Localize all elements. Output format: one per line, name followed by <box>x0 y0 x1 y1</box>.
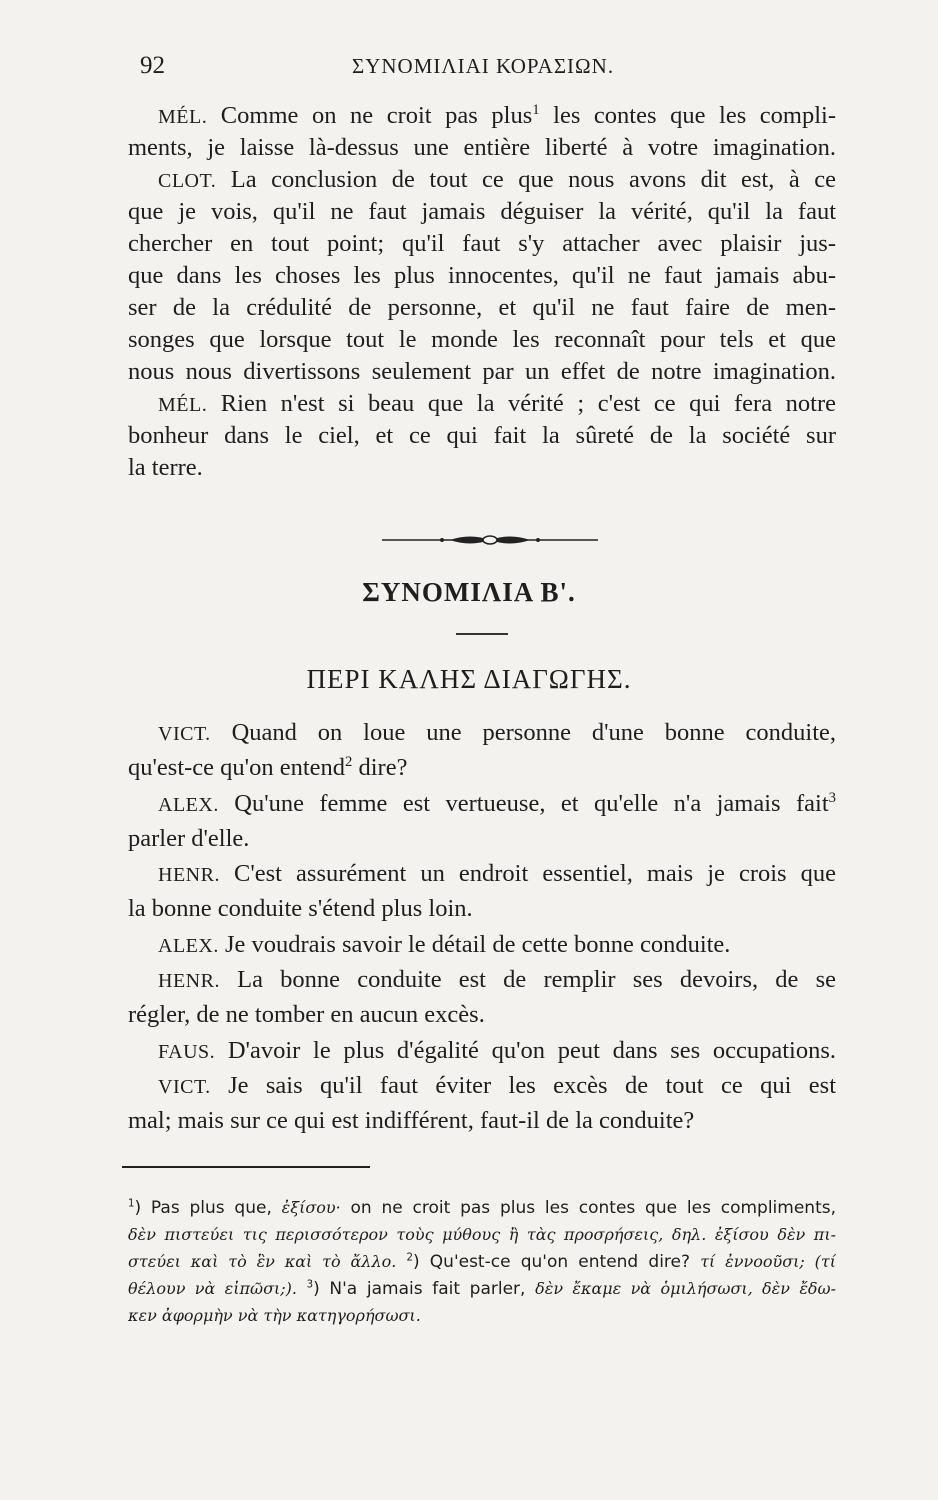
speaker-label: MÉL. <box>158 106 208 128</box>
page-number: 92 <box>140 52 165 79</box>
speaker-label: MÉL. <box>158 394 208 416</box>
text-line: chercher en tout point; qu'il faut s'y attacher avec plaisir jus- <box>128 230 836 257</box>
speaker-label: HENR. <box>158 864 220 887</box>
speaker-label: FAUS. <box>158 1040 216 1063</box>
text-line: la bonne conduite s'étend plus loin. <box>128 895 473 923</box>
speaker-label: ALEX. <box>158 793 219 816</box>
text-line: VICT. Je sais qu'il faut éviter les excès de tout ce qui est <box>158 1071 836 1099</box>
footnote-marker: 1 <box>532 101 540 118</box>
text-line: VICT. Quand on loue une personne d'une bonne conduite, <box>158 719 836 746</box>
text-line: ALEX. Je voudrais savoir le détail de cette bonne conduite. <box>158 930 731 958</box>
text-line: nous nous divertissons seulement par un effet de notre imagination. <box>128 358 836 385</box>
footnote-marker: 2 <box>406 1252 413 1264</box>
text-line: HENR. C'est assurément un endroit essentiel, mais je crois que <box>158 860 836 888</box>
text-line: parler d'elle. <box>128 824 250 852</box>
text-line: que dans les choses les plus innocentes, qu'il ne faut jamais abu- <box>128 262 836 289</box>
footnote-marker: 2 <box>345 754 353 771</box>
speaker-label: ALEX. <box>158 934 219 957</box>
footnote-line: κεν ἀφορμὴν νὰ τὴν κατηγορήσωσι. <box>128 1306 421 1325</box>
text-line: mal; mais sur ce qui est indifférent, faut-il de la conduite? <box>128 1107 695 1135</box>
text-line: HENR. La bonne conduite est de remplir ses devoirs, de se <box>158 966 836 994</box>
text-line: ser de la crédulité de personne, et qu'il ne faut faire de men- <box>128 294 836 321</box>
running-title: ΣΥΝΟΜΙΛΙΑΙ ΚΟΡΑΣΙΩΝ. <box>352 54 615 78</box>
footnote-marker: 3 <box>828 789 836 806</box>
section-subheading: ΠΕΡΙ ΚΑΛΗΣ ΔΙΑΓΩΓΗΣ. <box>306 664 632 694</box>
text-line: ments, je laisse là-dessus une entière liberté à votre imagination. <box>128 134 836 161</box>
dialogue-block-2 <box>128 715 836 1139</box>
heading-rule <box>456 633 508 635</box>
footnote-marker: 1 <box>128 1198 135 1210</box>
text-line: MÉL. Rien n'est si beau que la vérité ; c'est ce qui fera notre <box>158 390 836 417</box>
footnote-line: $^1$) Pas plus que, ἐξίσου· on ne croit pas plus les contes que les compliments, <box>128 1198 836 1218</box>
text-line: FAUS. D'avoir le plus d'égalité qu'on peut dans ses occupations. <box>158 1036 836 1064</box>
footnote-line: στεύει καὶ τὸ ἓν καὶ τὸ ἄλλο. $^2$) Qu'est-ce qu'on entend dire? τί ἐννοοῦσι; (τί <box>128 1252 836 1272</box>
text-line: que je vois, qu'il ne faut jamais déguiser la vérité, qu'il la faut <box>128 198 836 225</box>
footnote-rule <box>122 1166 370 1168</box>
footnote-line: θέλουν νὰ εἰπῶσι;). $^3$) N'a jamais fait parler, δὲν ἔκαμε νὰ ὁμιλήσωσι, δὲν ἔδω- <box>128 1279 836 1299</box>
speaker-label: VICT. <box>158 723 211 745</box>
footnote-marker: 3 <box>306 1279 314 1291</box>
page-header <box>132 52 832 92</box>
footnotes <box>128 1194 836 1329</box>
text-line: CLOT. La conclusion de tout ce que nous avons dit est, à ce <box>158 166 836 193</box>
text-line: qu'est-ce qu'on entend$^2$ dire? <box>128 754 408 782</box>
text-line: songes que lorsque tout le monde les reconnaît pour tels et que <box>128 326 836 353</box>
footnote-line: δὲν πιστεύει τις περισσότερον τοὺς μύθους ἢ τὰς προσρήσεις, δηλ. ἐξίσου δὲν πι- <box>128 1225 836 1244</box>
speaker-label: VICT. <box>158 1075 211 1098</box>
dialogue-block-1 <box>128 100 836 484</box>
speaker-label: CLOT. <box>158 170 217 192</box>
ornament-divider <box>380 530 600 550</box>
text-line: la terre. <box>128 454 203 481</box>
text-line: ALEX. Qu'une femme est vertueuse, et qu'elle n'a jamais fait$^3$ <box>158 789 836 817</box>
speaker-label: HENR. <box>158 970 220 993</box>
text-line: bonheur dans le ciel, et ce qui fait la sûreté de la société sur <box>128 422 836 449</box>
section-heading: ΣΥΝΟΜΙΛΙΑ Β'. <box>362 577 576 607</box>
text-line: MÉL. Comme on ne croit pas plus$^1$ les contes que les compli- <box>158 101 836 129</box>
text-line: régler, de ne tomber en aucun excès. <box>128 1001 485 1029</box>
